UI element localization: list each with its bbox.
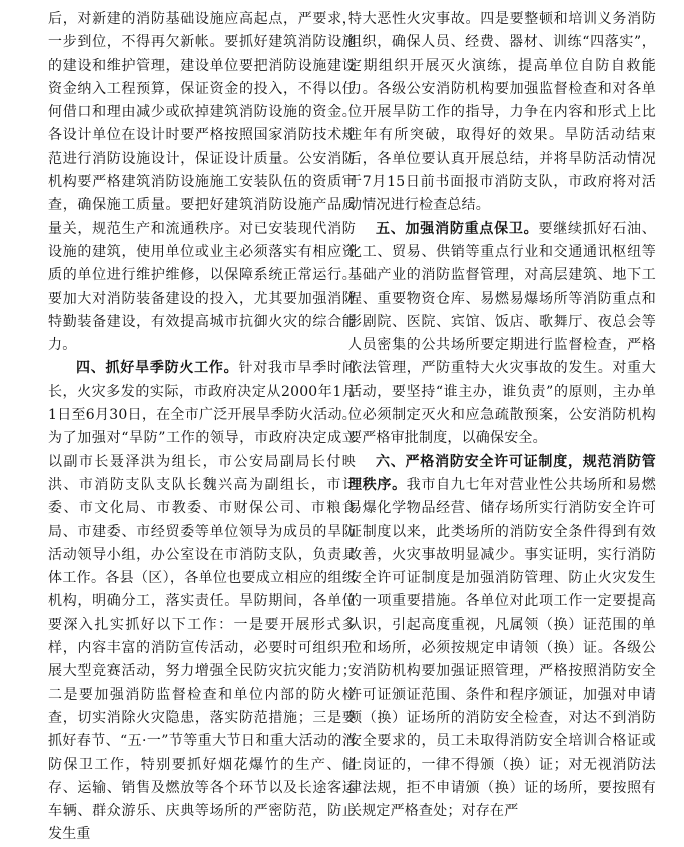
right-column bbox=[348, 8, 656, 823]
section-5-heading: 五、加强消防重点保卫。 bbox=[376, 220, 539, 237]
left-column bbox=[48, 8, 356, 847]
paragraph-building-fire-facilities: 后，对新建的消防基础设施应高起点，严要求，一步到位，不得再欠新帐。要抓好建筑消防设施的建设和维护管理，建设单位要把消防设施建设资金纳入工程预算，保证资金的投入，不得以任何借口和理由减少或砍掉建筑消防设施的资金。各设计单位在设计时要严格按照国家消防技术规范进行消防设施设计，保证设计质量。公安消防机构要严格建筑消防设施施工安装队伍的资质审查，确保施工质量。要把好建筑消防设施产品质量关，规范生产和流通秩序。对已安装现代消防设施的建筑，使用单位或业主必须落实有相应资质的单位进行维护维修，以保障系统正常运行。要加大对消防装备建设的投入，尤其要加强消防特勤装备建设，有效提高城市抗御火灾的综合能力。 bbox=[48, 11, 356, 354]
paragraph-dry-season-continued: 特大恶性火灾事故。四是要整顿和培训义务消防组织，确保人员、经费、器材、训练“四落实”，定期组织开展灭火演练，提高单位自防自救能力。各级公安消防机构要加强监督检查和对各单位开展旱防工作的指导，力争在内容和形式上比往年有所突破，取得好的效果。旱防活动结束后，各单位要认真开展总结，并将旱防活动情况于7月15日前书面报市消防支队，市政府将对活动情况进行检查总结。 bbox=[348, 11, 656, 214]
section-4-body: 针对我市旱季时间长，火灾多发的实际，市政府决定从2000年1月1日至6月30日，在全市广泛开展旱季防火活动。为了加强对“旱防”工作的领导，市政府决定成立以副市长聂泽洪为组长，市公安局副局长付映洪、市消防支队支队长魏兴高为副组长，市计委、市文化局、市教委、市财保公司、市粮食局、市建委、市经贸委等单位领导为成员的旱防活动领导小组，办公室设在市消防支队，负责具体工作。各县（区），各单位也要成立相应的组织机构，明确分工，落实责任。旱防期间，各单位要深入扎实抓好以下工作：一是要开展形式多样，内容丰富的消防宣传活动，必要时可组织开展大型竞赛活动，努力增强全民防灾抗灾能力；二是要加强消防监督检查和单位内部的防火检查，切实消除火灾隐患，落实防范措施；三是要抓好春节、“五·一”节等重大节日和重大活动的消防保卫工作，特别要抓好烟花爆竹的生产、储存、运输、销售及燃放等各个环节以及长途客运车辆、群众游乐、庆典等场所的严密防范，防止发生重 bbox=[48, 360, 356, 843]
paragraph-dry-season-fire-prevention bbox=[48, 357, 356, 846]
section-6-body: 我市自九七年对营业性公共场所和易燃易爆化学物品经营、储存场所实行消防安全许可证制度以来，此类场所的消防安全条件得到有效改善，火灾事故明显减少。事实证明，实行消防安全许可证制度是加强消防管理、防止火灾发生的一项重要措施。各单位对此项工作一定要提高认识，引起高度重视，凡属领（换）证范围的单位和场所，必须按规定申请领（换）证。各级公安消防机构要加强证照管理，严格按照消防安全许可证颁证范围、条件和程序颁证，加强对申请领（换）证场所的消防安全检查，对达不到消防安全要求的，员工未取得消防安全培训合格证或上岗证的，一律不得颁（换）证；对无视消防法律法规，拒不申请颁（换）证的场所，要按照有关规定严格查处；对存在严 bbox=[348, 476, 656, 820]
paragraph-safety-permit bbox=[348, 451, 656, 824]
section-6-heading: 六、严格消防安全许可证制度，规范消防管理秩序。 bbox=[348, 453, 656, 493]
section-5-body: 要继续抓好石油、化工、贸易、供销等重点行业和交通通讯枢纽等基础产业的消防监督管理，对高层建筑、地下工程、重要物资仓库、易燃易爆场所等消防重点和影剧院、医院、宾馆、饭店、歌舞厅、夜总会等人员密集的公共场所要定期进行监督检查，严格依法管理，严防重特大火灾事故的发生。对重大活动，要坚持“谁主办，谁负责”的原则，主办单位必须制定灭火和应急疏散预案，公安消防机构要严格审批制度，以确保安全。 bbox=[348, 220, 656, 447]
paragraph-key-protection bbox=[348, 218, 656, 451]
section-4-heading: 四、抓好旱季防火工作。 bbox=[76, 360, 239, 377]
